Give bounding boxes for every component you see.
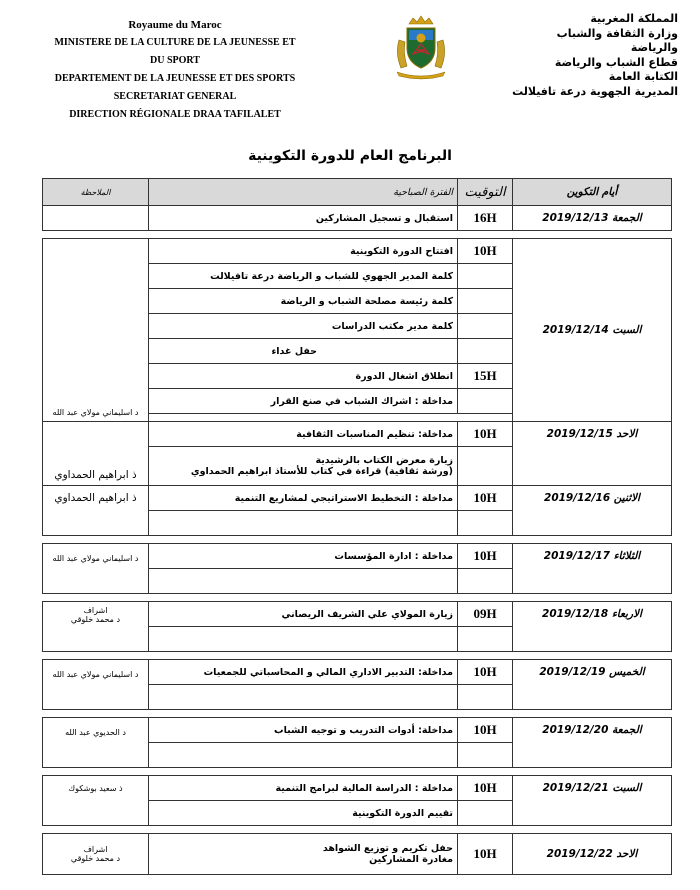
activity-cell: استقبال و تسجيل المشاركين <box>149 206 458 231</box>
time-cell: 10H <box>458 239 513 264</box>
ministry-ar-2: والرياضة <box>630 41 678 54</box>
program-table <box>42 178 672 875</box>
kingdom-fr: Royaume du Maroc <box>128 19 222 31</box>
note-cell: د اسليماني مولاي عبد الله <box>43 544 149 594</box>
time-cell <box>458 314 513 339</box>
activity-cell: تقييم الدورة التكوينية <box>149 801 458 826</box>
secretariat-fr: SECRETARIAT GENERAL <box>113 91 237 102</box>
table-row <box>43 834 672 875</box>
table-row <box>43 239 672 264</box>
department-fr: DEPARTEMENT DE LA JEUNESSE ET DES SPORTS <box>54 73 296 84</box>
ministry-fr: MINISTERE DE LA CULTURE DE LA JEUNESSE ET <box>54 37 296 48</box>
activity-cell: زيارة المولاي علي الشريف الريصاني <box>149 602 458 627</box>
time-cell: 15H <box>458 364 513 389</box>
time-cell <box>458 511 513 536</box>
time-cell: 09H <box>458 602 513 627</box>
activity-line: (ورشة ثقافية) قراءة في كتاب للأستاذ ابراهيم الحمداوي <box>190 466 453 477</box>
activity-cell <box>149 447 458 486</box>
separator-row <box>43 231 672 239</box>
header-french <box>50 16 300 124</box>
activity-cell: انطلاق اشغال الدورة <box>149 364 458 389</box>
time-cell <box>458 743 513 768</box>
activity-line: مغادرة المشاركين <box>369 854 453 865</box>
activity-line: زيارة معرض الكتاب بالرشيدية <box>315 455 453 466</box>
note-cell: د الحديوي عبد الله <box>43 718 149 768</box>
note-line: د محمد خلوقي <box>70 615 121 624</box>
day-cell: السبت 2019/12/21 <box>513 776 672 826</box>
note-line: اشراف <box>83 845 108 854</box>
table-row <box>43 422 672 447</box>
sector-ar: قطاع الشباب والرياضة <box>554 55 678 69</box>
ministry-ar: وزارة الثقافة والشباب <box>556 26 678 40</box>
separator-row <box>43 768 672 776</box>
column-header-note: الملاحظة <box>43 179 149 206</box>
separator-row <box>43 652 672 660</box>
day-cell: السبت 2019/12/14 <box>513 239 672 422</box>
day-cell: الثلاثاء 2019/12/17 <box>513 544 672 594</box>
document-title: البرنامج العام للدورة التكوينية <box>248 148 452 164</box>
day-cell: الاحد 2019/12/22 <box>513 834 672 875</box>
day-cell: الجمعة 2019/12/20 <box>513 718 672 768</box>
separator-row <box>43 536 672 544</box>
day-cell: الجمعة 2019/12/13 <box>513 206 672 231</box>
activity-cell <box>149 569 458 594</box>
royal-emblem-icon <box>391 14 451 80</box>
activity-cell: كلمة المدير الجهوي للشباب و الرياضة درعة تافيلالت <box>149 264 458 289</box>
separator-row <box>43 594 672 602</box>
day-cell: الخميس 2019/12/19 <box>513 660 672 710</box>
kingdom-ar: المملكة المغربية <box>590 12 678 25</box>
activity-cell <box>149 511 458 536</box>
activity-cell: مداخلة : الدراسة المالية لبرامج التنمية <box>149 776 458 801</box>
day-cell: الاحد 2019/12/15 <box>513 422 672 486</box>
activity-cell <box>149 743 458 768</box>
table-row <box>43 602 672 627</box>
time-cell: 10H <box>458 834 513 875</box>
ministry-fr-2: DU SPORT <box>150 55 200 66</box>
activity-cell: مداخلة : التخطيط الاستراتيجي لمشاريع التنمية <box>149 486 458 511</box>
separator-row <box>43 710 672 718</box>
time-cell: 10H <box>458 422 513 447</box>
header-arabic <box>508 12 678 99</box>
time-cell <box>458 569 513 594</box>
note-cell: د اسليماني مولاي عبد الله <box>43 239 149 422</box>
time-cell <box>458 685 513 710</box>
note-line: اشراف <box>83 606 108 615</box>
table-row <box>43 718 672 743</box>
direction-ar: المديرية الجهوية درعة تافيلالت <box>512 84 678 98</box>
day-cell: الاربعاء 2019/12/18 <box>513 602 672 652</box>
time-cell: 16H <box>458 206 513 231</box>
time-cell <box>458 447 513 486</box>
time-cell <box>458 389 513 414</box>
time-cell <box>458 264 513 289</box>
activity-cell: مداخلة : ادارة المؤسسات <box>149 544 458 569</box>
note-cell: ذ ابراهيم الحمداوي <box>54 492 137 504</box>
time-cell <box>458 339 513 364</box>
activity-cell: مداخلة: التدبير الاداري المالي و المحاسباتي للجمعيات <box>149 660 458 685</box>
time-cell: 10H <box>458 544 513 569</box>
table-row <box>43 544 672 569</box>
activity-cell <box>149 834 458 875</box>
note-line: د محمد خلوقي <box>70 854 121 863</box>
activity-cell: افتتاح الدورة التكوينية <box>149 239 458 264</box>
time-cell <box>458 289 513 314</box>
activity-cell: كلمة مدير مكتب الدراسات <box>149 314 458 339</box>
column-header-day: أيام التكوين <box>513 179 672 206</box>
time-cell: 10H <box>458 660 513 685</box>
activity-cell: مداخلة : اشراك الشباب في صنع القرار <box>149 389 458 414</box>
note-cell <box>43 206 149 231</box>
activity-cell <box>149 685 458 710</box>
activity-line: حفل تكريم و توزيع الشواهد <box>322 843 453 854</box>
time-cell: 10H <box>458 718 513 743</box>
table-row <box>43 486 672 511</box>
activity-cell: مداخلة: أدوات التدريب و توجيه الشباب <box>149 718 458 743</box>
separator-row <box>43 826 672 834</box>
activity-cell <box>149 627 458 652</box>
time-cell: 10H <box>458 776 513 801</box>
table-header-row <box>43 179 672 206</box>
time-cell <box>458 801 513 826</box>
activity-cell: مداخلة: تنظيم المناسبات الثقافية <box>149 422 458 447</box>
table-row <box>43 660 672 685</box>
secretariat-ar: الكتابة العامة <box>608 70 678 83</box>
table-row <box>43 776 672 801</box>
time-cell <box>458 627 513 652</box>
activity-cell: كلمة رئيسة مصلحة الشباب و الرياضة <box>149 289 458 314</box>
note-cell: ذ سعيد بوشكوك <box>43 776 149 826</box>
table-row <box>43 206 672 231</box>
direction-fr: DIRECTION RÉGIONALE DRAA TAFILALET <box>69 109 281 120</box>
note-cell: ذ ابراهيم الحمداوي <box>54 469 137 481</box>
activity-cell: حفل غداء <box>149 339 458 364</box>
day-cell: الاثنين 2019/12/16 <box>513 486 672 536</box>
note-cell: د اسليماني مولاي عبد الله <box>43 660 149 710</box>
column-header-time: التوقيت <box>458 179 513 206</box>
column-header-activity: الفترة الصباحية <box>149 179 458 206</box>
time-cell: 10H <box>458 486 513 511</box>
